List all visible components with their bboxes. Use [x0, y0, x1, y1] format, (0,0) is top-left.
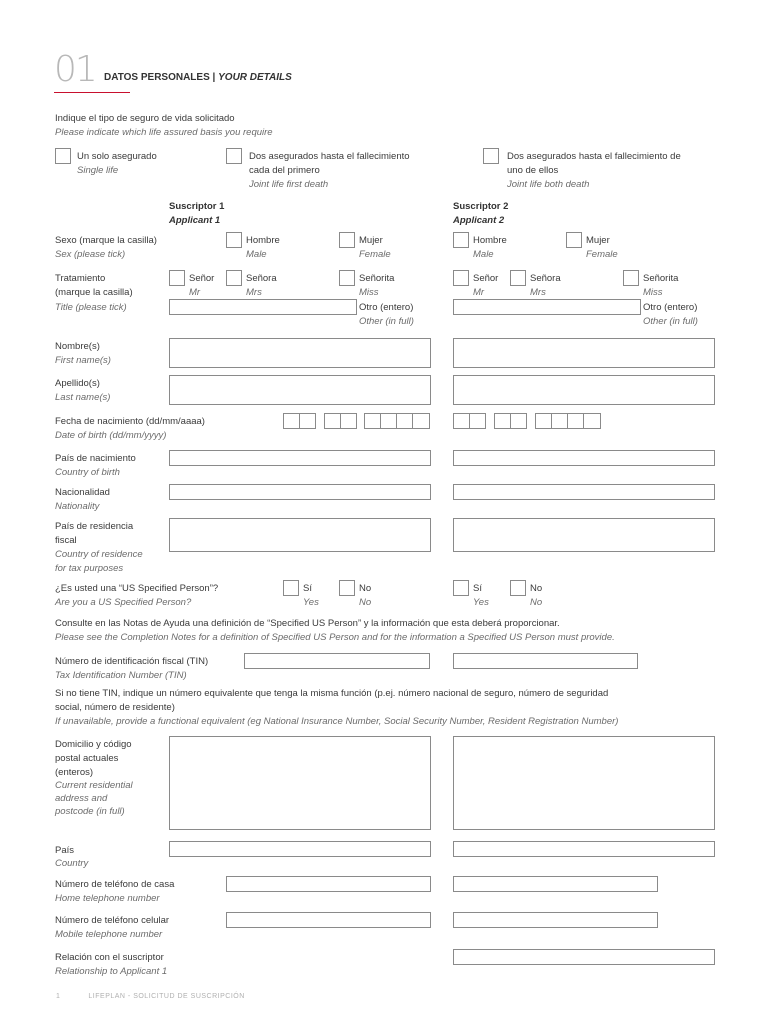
a1-us-no-es: No: [359, 583, 372, 594]
a2-dob-day-2[interactable]: [469, 413, 486, 429]
a1-title-other-input[interactable]: [169, 299, 357, 315]
a2-first-name-input[interactable]: [453, 338, 715, 368]
a2-other-en: Other (in full): [643, 316, 698, 327]
a2-male-es: Hombre: [473, 235, 507, 246]
country-label-es: País: [55, 845, 75, 856]
single-life-checkbox[interactable]: [55, 148, 71, 164]
nationality-label-en: Nationality: [55, 501, 100, 512]
joint-both-death-es-2: uno de ellos: [507, 165, 559, 176]
a2-birth-country-input[interactable]: [453, 450, 715, 466]
a2-mr-en: Mr: [473, 287, 485, 298]
applicant-2-heading-es: Suscriptor 2: [453, 201, 509, 212]
a2-miss-en: Miss: [643, 287, 663, 298]
joint-first-death-en: Joint life first death: [249, 179, 329, 190]
a1-miss-en: Miss: [359, 287, 379, 298]
section-rule: [54, 92, 130, 93]
applicant-1-heading-es: Suscriptor 1: [169, 201, 225, 212]
a2-mr-es: Señor: [473, 273, 499, 284]
us-person-question-en: Are you a US Specified Person?: [55, 597, 192, 608]
section-title: [104, 72, 292, 83]
relationship-label-es: Relación con el suscriptor: [55, 952, 164, 963]
section-title-separator: |: [209, 72, 219, 83]
tin-note-es-2: social, número de residente): [55, 702, 175, 713]
dob-label-en: Date of birth (dd/mm/yyyy): [55, 430, 167, 441]
notes-es: Consulte en las Notas de Ayuda una definición de “Specified US Person” y la información que esta deberá proporcionar.: [55, 618, 560, 629]
a1-mr-en: Mr: [189, 287, 201, 298]
section-title-en: YOUR DETAILS: [218, 72, 292, 83]
a2-us-no-en: No: [530, 597, 543, 608]
a1-tax-residence-input[interactable]: [169, 518, 431, 552]
a2-nationality-input[interactable]: [453, 484, 715, 500]
joint-both-death-es-1: Dos asegurados hasta el fallecimiento de: [507, 151, 681, 162]
a2-female-en: Female: [586, 249, 618, 260]
a2-address-input[interactable]: [453, 736, 715, 830]
a1-address-input[interactable]: [169, 736, 431, 830]
single-life-label-es: Un solo asegurado: [77, 151, 157, 162]
birth-country-label-en: Country of birth: [55, 467, 120, 478]
a2-tax-residence-input[interactable]: [453, 518, 715, 552]
basis-question-en: Please indicate which life assured basis you require: [55, 127, 273, 138]
a1-country-input[interactable]: [169, 841, 431, 857]
footer-document-title: LIFEPLAN - SOLICITUD DE SUSCRIPCIÓN: [88, 993, 245, 1000]
a1-us-yes-checkbox[interactable]: [283, 580, 299, 596]
a2-female-checkbox[interactable]: [566, 232, 582, 248]
first-name-label-en: First name(s): [55, 355, 111, 366]
a1-birth-country-input[interactable]: [169, 450, 431, 466]
relationship-label-en: Relationship to Applicant 1: [55, 966, 168, 977]
a1-dob-day-2[interactable]: [299, 413, 316, 429]
tin-label-en: Tax Identification Number (TIN): [55, 670, 187, 681]
a2-mr-checkbox[interactable]: [453, 270, 469, 286]
a1-mr-es: Señor: [189, 273, 215, 284]
a1-mrs-en: Mrs: [246, 287, 262, 298]
nationality-label-es: Nacionalidad: [55, 487, 110, 498]
a2-relationship-input[interactable]: [453, 949, 715, 965]
address-label-en-2: address and: [55, 793, 108, 804]
tin-label-es: Número de identificación fiscal (TIN): [55, 656, 209, 667]
a1-us-no-checkbox[interactable]: [339, 580, 355, 596]
last-name-label-en: Last name(s): [55, 392, 111, 403]
birth-country-label-es: País de nacimiento: [55, 453, 136, 464]
a2-other-es: Otro (entero): [643, 302, 698, 313]
a2-dob-year-2[interactable]: [551, 413, 568, 429]
a1-dob-month-1[interactable]: [324, 413, 341, 429]
home-phone-label-es: Número de teléfono de casa: [55, 879, 175, 890]
a2-mrs-en: Mrs: [530, 287, 546, 298]
applicant-1-heading-en: Applicant 1: [169, 215, 221, 226]
a2-us-yes-en: Yes: [473, 597, 489, 608]
a1-dob-month-2[interactable]: [340, 413, 357, 429]
tin-note-es-1: Si no tiene TIN, indique un número equivalente que tenga la misma función (p.ej. número nacional de seguro, número de seguridad: [55, 688, 609, 699]
a1-miss-es: Señorita: [359, 273, 395, 284]
joint-both-death-checkbox[interactable]: [483, 148, 499, 164]
dob-label-es: Fecha de nacimiento (dd/mm/aaaa): [55, 416, 205, 427]
a1-us-no-en: No: [359, 597, 372, 608]
a1-first-name-input[interactable]: [169, 338, 431, 368]
a1-mrs-checkbox[interactable]: [226, 270, 242, 286]
a2-dob-year-1[interactable]: [535, 413, 552, 429]
a2-miss-checkbox[interactable]: [623, 270, 639, 286]
title-label-en: Title (please tick): [55, 302, 127, 313]
address-label-es-2: postal actuales: [55, 753, 119, 764]
a1-other-es: Otro (entero): [359, 302, 414, 313]
sex-label-es: Sexo (marque la casilla): [55, 235, 157, 246]
a1-dob-year-2[interactable]: [380, 413, 397, 429]
a2-title-other-input[interactable]: [453, 299, 641, 315]
a1-dob-day-1[interactable]: [283, 413, 300, 429]
a2-home-phone-input[interactable]: [453, 876, 658, 892]
tax-residence-label-en-1: Country of residence: [55, 549, 143, 560]
us-person-question-es: ¿Es usted una “US Specified Person”?: [55, 583, 219, 594]
tax-residence-label-es-1: País de residencia: [55, 521, 134, 532]
a2-country-input[interactable]: [453, 841, 715, 857]
applicant-2-heading-en: Applicant 2: [453, 215, 505, 226]
a2-dob-year-4[interactable]: [583, 413, 601, 429]
page-footer: [56, 993, 245, 1000]
joint-first-death-es-1: Dos asegurados hasta el fallecimiento: [249, 151, 410, 162]
a1-male-checkbox[interactable]: [226, 232, 242, 248]
a1-us-yes-en: Yes: [303, 597, 319, 608]
notes-en: Please see the Completion Notes for a definition of Specified US Person and for the information a Specified US Person must provide.: [55, 632, 615, 643]
a1-other-en: Other (in full): [359, 316, 414, 327]
a2-miss-es: Señorita: [643, 273, 679, 284]
a2-dob-year-3[interactable]: [567, 413, 584, 429]
a1-mobile-phone-input[interactable]: [226, 912, 431, 928]
sex-label-en: Sex (please tick): [55, 249, 126, 260]
a1-female-checkbox[interactable]: [339, 232, 355, 248]
joint-first-death-es-2: cada del primero: [249, 165, 320, 176]
title-label-es-2: (marque la casilla): [55, 287, 133, 298]
a1-female-en: Female: [359, 249, 391, 260]
tin-note-en: If unavailable, provide a functional equivalent (eg National Insurance Number, Social Security Number, Resident Registration Number): [55, 716, 619, 727]
a1-miss-checkbox[interactable]: [339, 270, 355, 286]
a2-dob-month-1[interactable]: [494, 413, 511, 429]
a1-us-yes-es: Sí: [303, 583, 312, 594]
a2-us-yes-es: Sí: [473, 583, 482, 594]
a2-mrs-es: Señora: [530, 273, 561, 284]
a1-female-es: Mujer: [359, 235, 383, 246]
footer-page-number: 1: [56, 993, 61, 1000]
a2-male-checkbox[interactable]: [453, 232, 469, 248]
first-name-label-es: Nombre(s): [55, 341, 100, 352]
tax-residence-label-es-2: fiscal: [55, 535, 77, 546]
a1-dob-year-3[interactable]: [396, 413, 413, 429]
address-label-en-1: Current residential: [55, 780, 133, 791]
tax-residence-label-en-2: for tax purposes: [55, 563, 124, 574]
joint-first-death-checkbox[interactable]: [226, 148, 242, 164]
a2-us-yes-checkbox[interactable]: [453, 580, 469, 596]
address-label-es-3: (enteros): [55, 767, 94, 778]
a1-male-en: Male: [246, 249, 267, 260]
a1-dob-year-4[interactable]: [412, 413, 430, 429]
a2-mobile-phone-input[interactable]: [453, 912, 658, 928]
a1-home-phone-input[interactable]: [226, 876, 431, 892]
title-label-es-1: Tratamiento: [55, 273, 106, 284]
a1-dob-year-1[interactable]: [364, 413, 381, 429]
a2-tin-input[interactable]: [453, 653, 638, 669]
a2-dob-day-1[interactable]: [453, 413, 470, 429]
mobile-phone-label-es: Número de teléfono celular: [55, 915, 170, 926]
a2-dob-month-2[interactable]: [510, 413, 527, 429]
a2-mrs-checkbox[interactable]: [510, 270, 526, 286]
address-label-es-1: Domicilio y código: [55, 739, 132, 750]
home-phone-label-en: Home telephone number: [55, 893, 160, 904]
a2-us-no-es: No: [530, 583, 543, 594]
joint-both-death-en: Joint life both death: [507, 179, 590, 190]
address-label-en-3: postcode (in full): [55, 806, 125, 817]
a2-male-en: Male: [473, 249, 494, 260]
section-title-es: DATOS PERSONALES: [104, 72, 210, 83]
a2-us-no-checkbox[interactable]: [510, 580, 526, 596]
last-name-label-es: Apellido(s): [55, 378, 100, 389]
single-life-label-en: Single life: [77, 165, 119, 176]
a1-male-es: Hombre: [246, 235, 280, 246]
a2-female-es: Mujer: [586, 235, 610, 246]
a2-last-name-input[interactable]: [453, 375, 715, 405]
a1-nationality-input[interactable]: [169, 484, 431, 500]
section-number: 01: [54, 49, 96, 90]
country-label-en: Country: [55, 858, 89, 869]
basis-question-es: Indique el tipo de seguro de vida solicitado: [55, 113, 235, 124]
a1-mrs-es: Señora: [246, 273, 277, 284]
a1-last-name-input[interactable]: [169, 375, 431, 405]
mobile-phone-label-en: Mobile telephone number: [55, 929, 163, 940]
a1-mr-checkbox[interactable]: [169, 270, 185, 286]
a1-tin-input[interactable]: [244, 653, 430, 669]
